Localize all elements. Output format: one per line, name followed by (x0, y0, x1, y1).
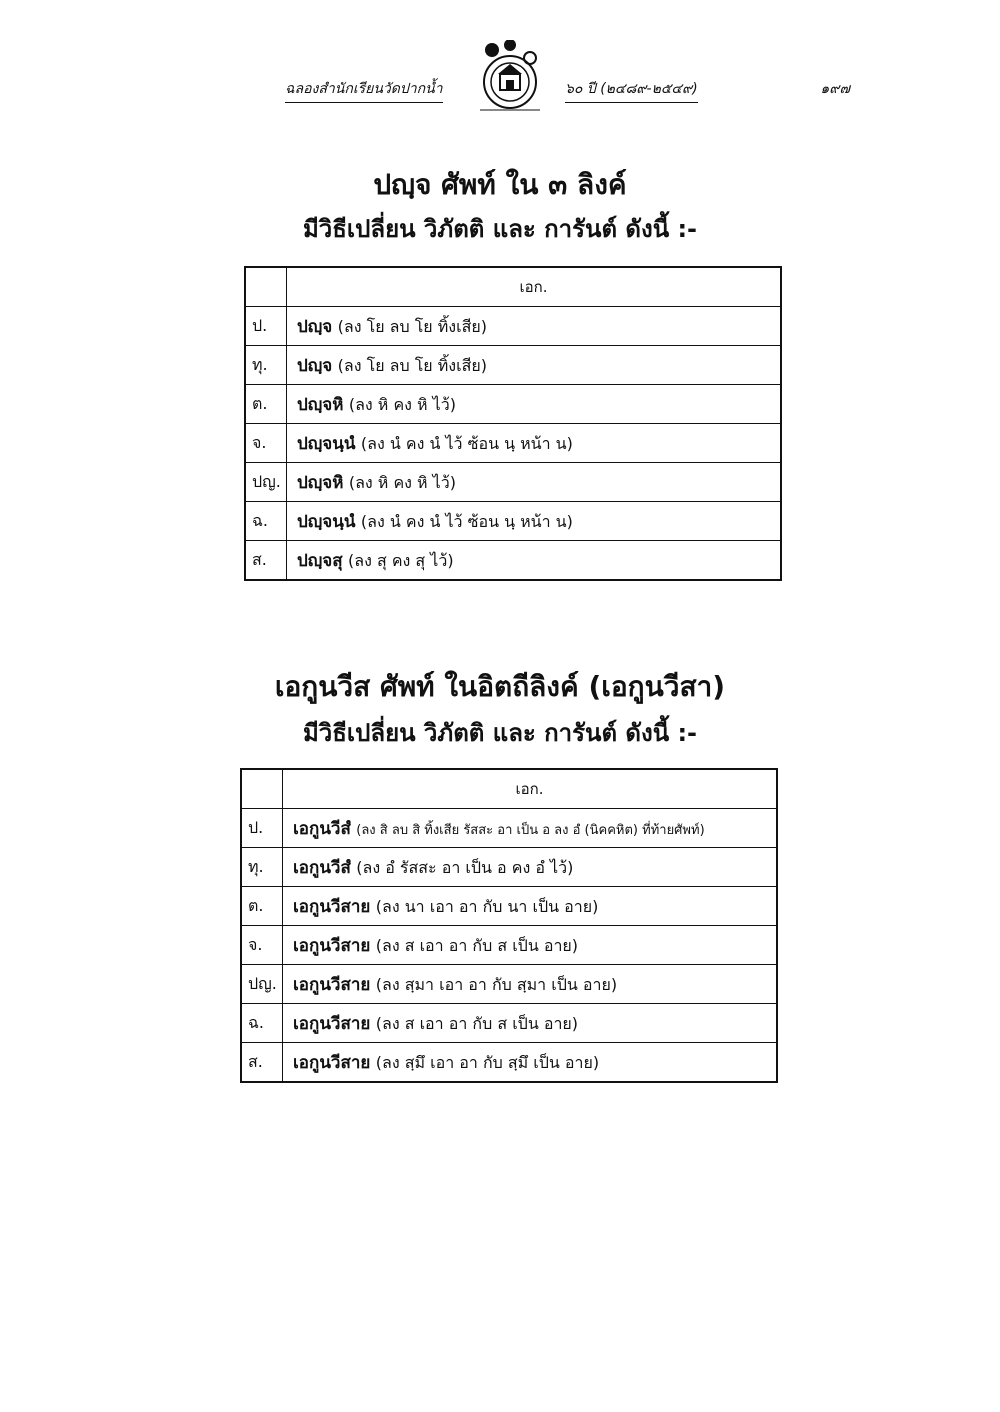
case-label: ต. (241, 887, 283, 926)
case-label: ป. (245, 307, 287, 346)
rule-note: (ลง หิ คง หิ ไว้) (348, 472, 456, 492)
declension-cell (287, 346, 782, 385)
declined-form: ปญฺจหิ (297, 394, 344, 415)
case-label: ทุ. (241, 848, 283, 887)
case-label: ทุ. (245, 346, 287, 385)
table-row (245, 502, 781, 541)
declined-form: ปญฺจ (297, 316, 333, 337)
declension-table-1 (244, 266, 782, 581)
declined-form: ปญฺจนฺนํ (297, 433, 356, 454)
declension-cell (283, 1043, 778, 1083)
declined-form: เอกูนวีสาย (293, 1013, 371, 1034)
case-label: ปญ. (245, 463, 287, 502)
rule-note: (ลง ส เอา อา กับ ส เป็น อาย) (375, 1013, 579, 1033)
declension-cell (283, 887, 778, 926)
rule-note: (ลง นํ คง นํ ไว้ ซ้อน นฺ หน้า น) (360, 433, 573, 453)
declined-form: ปญฺจหิ (297, 472, 344, 493)
declension-cell (287, 307, 782, 346)
rule-note: (ลง สฺมึ เอา อา กับ สฺมึ เป็น อาย) (375, 1052, 600, 1072)
page-number: ๑๙๗ (820, 81, 850, 97)
case-label: ส. (241, 1043, 283, 1083)
section2-title: เอกูนวีส ศัพท์ ในอิตถีลิงค์ (เอกูนวีสา) (274, 670, 726, 703)
rule-note: (ลง หิ คง หิ ไว้) (348, 394, 456, 414)
table-header-row (241, 769, 777, 809)
case-label: จ. (245, 424, 287, 463)
header-left-text: ฉลองสำนักเรียนวัดปากน้ำ (285, 78, 443, 103)
declined-form: ปญฺจนฺนํ (297, 511, 356, 532)
section1-subtitle: มีวิธีเปลี่ยน วิภัตติ และ การันต์ ดังนี้ :- (302, 215, 698, 243)
rule-note: (ลง อํ รัสสะ อา เป็น อ คง อํ ไว้) (356, 857, 574, 877)
rule-note: (ลง นํ คง นํ ไว้ ซ้อน นฺ หน้า น) (360, 511, 573, 531)
declension-cell (283, 965, 778, 1004)
rule-note: (ลง สุ คง สุ ไว้) (348, 550, 454, 570)
declension-table-2 (240, 768, 778, 1083)
declined-form: เอกูนวีสาย (293, 1052, 371, 1073)
table-row (245, 424, 781, 463)
declension-cell (283, 848, 778, 887)
declension-cell (283, 926, 778, 965)
case-label: ฉ. (245, 502, 287, 541)
declension-cell (287, 424, 782, 463)
table-row (245, 463, 781, 502)
case-label: ส. (245, 541, 287, 581)
case-header-cell (245, 267, 287, 307)
table-row (241, 926, 777, 965)
table-row (245, 385, 781, 424)
page-header (0, 40, 1000, 120)
declined-form: เอกูนวีสํ (293, 857, 351, 878)
header-right-text: ๖๐ ปี (๒๔๘๙-๒๕๔๙) (565, 78, 698, 103)
declined-form: ปญฺจสุ (297, 550, 343, 571)
table-row (241, 809, 777, 848)
declined-form: เอกูนวีสาย (293, 896, 371, 917)
declension-cell (287, 502, 782, 541)
declension-cell (287, 463, 782, 502)
rule-note: (ลง สฺมา เอา อา กับ สฺมา เป็น อาย) (375, 974, 618, 994)
declined-form: เอกูนวีสาย (293, 935, 371, 956)
rule-note: (ลง โย ลบ โย ทิ้งเสีย) (337, 355, 487, 375)
column-header: เอก. (287, 267, 782, 307)
column-header: เอก. (283, 769, 778, 809)
section1-title: ปญฺจ ศัพท์ ใน ๓ ลิงค์ (373, 168, 627, 201)
table-row (241, 1004, 777, 1043)
rule-note: (ลง ส เอา อา กับ ส เป็น อาย) (375, 935, 579, 955)
temple-seal-icon (470, 40, 550, 120)
table-row (245, 346, 781, 385)
table-header-row (245, 267, 781, 307)
declension-cell (283, 1004, 778, 1043)
case-label: จ. (241, 926, 283, 965)
table-row (241, 1043, 777, 1083)
rule-note: (ลง นา เอา อา กับ นา เป็น อาย) (375, 896, 599, 916)
declension-cell (283, 809, 778, 848)
table-row (241, 965, 777, 1004)
section2-subtitle: มีวิธีเปลี่ยน วิภัตติ และ การันต์ ดังนี้ :- (302, 719, 698, 747)
declension-cell (287, 541, 782, 581)
case-header-cell (241, 769, 283, 809)
case-label: ต. (245, 385, 287, 424)
table-row (241, 887, 777, 926)
declined-form: ปญฺจ (297, 355, 333, 376)
declension-cell (287, 385, 782, 424)
table-row (241, 848, 777, 887)
declined-form: เอกูนวีสาย (293, 974, 371, 995)
table-row (245, 541, 781, 581)
case-label: ฉ. (241, 1004, 283, 1043)
case-label: ป. (241, 809, 283, 848)
rule-note: (ลง โย ลบ โย ทิ้งเสีย) (337, 316, 487, 336)
declined-form: เอกูนวีสํ (293, 818, 351, 839)
rule-note: (ลง สิ ลบ สิ ทิ้งเสีย รัสสะ อา เป็น อ ลง อํ (นิคคหิต) ที่ท้ายศัพท์) (356, 822, 705, 838)
table-row (245, 307, 781, 346)
case-label: ปญ. (241, 965, 283, 1004)
